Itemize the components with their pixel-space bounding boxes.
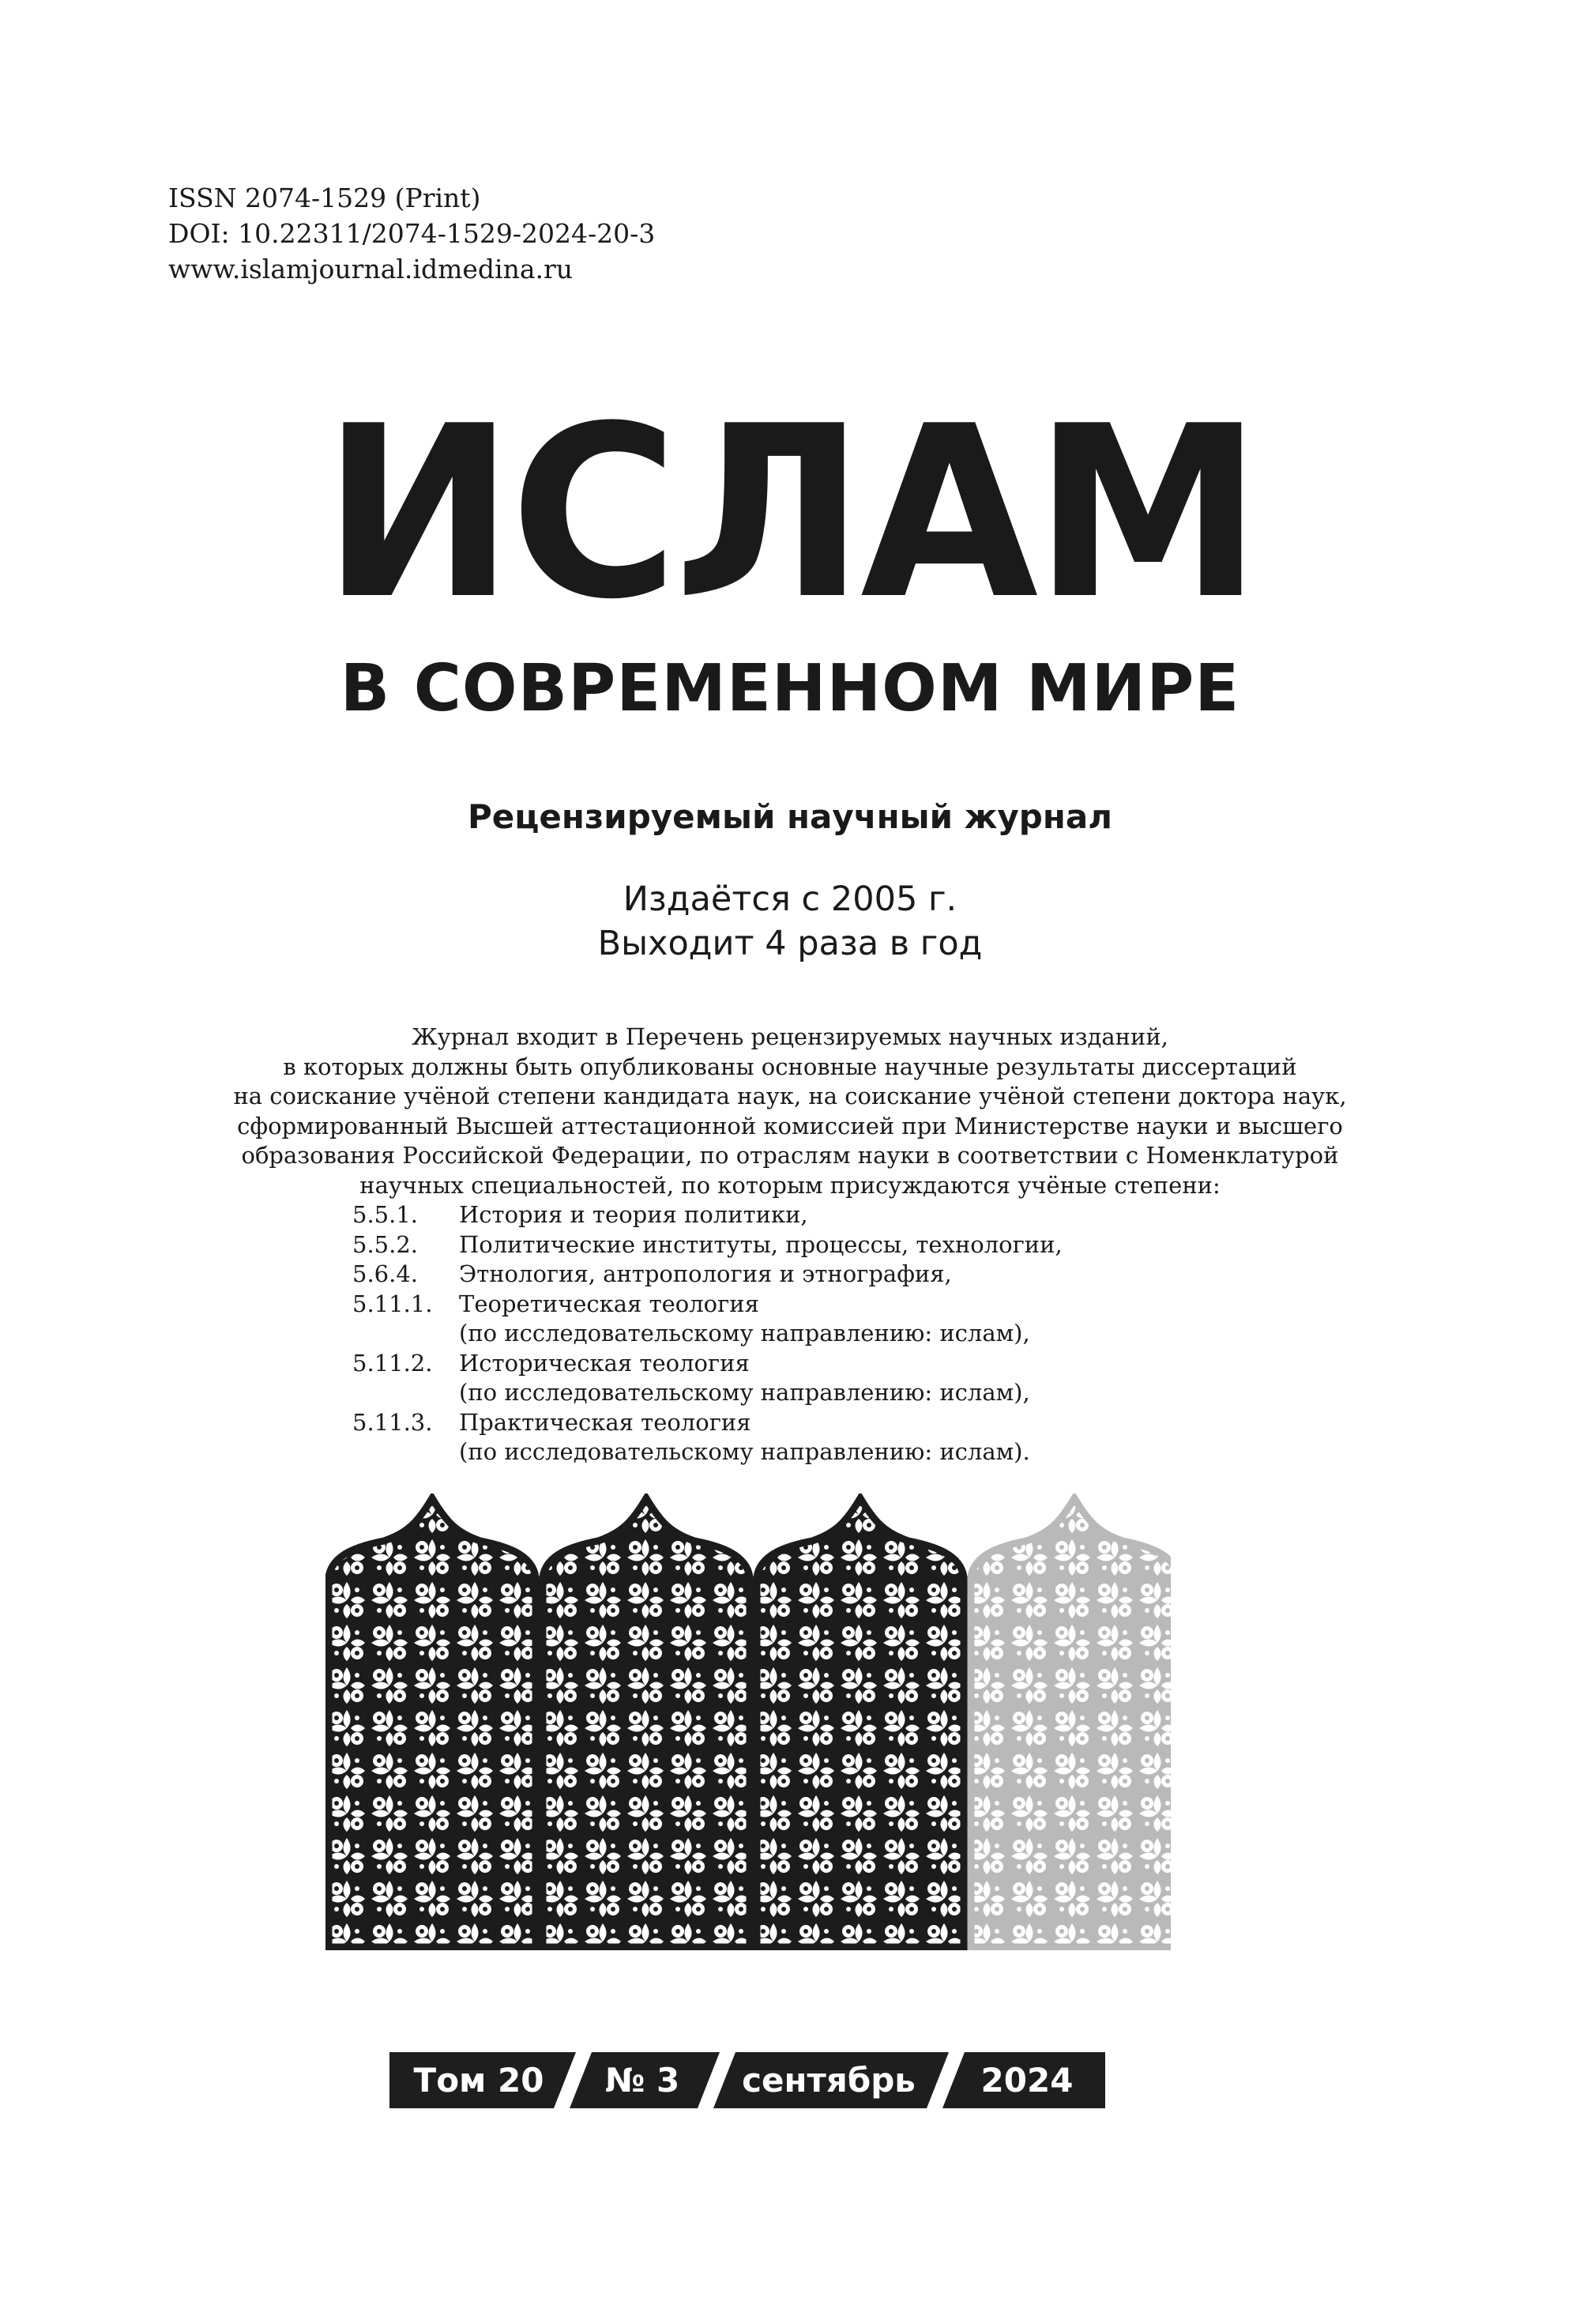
website-link[interactable]: www.islamjournal.idmedina.ru [168, 254, 574, 284]
vak-description [0, 1023, 1580, 1200]
specialty-name: (по исследовательскому направлению: ислам). [459, 1438, 1030, 1465]
specialty-code: 5.11.1. [352, 1290, 433, 1317]
description-line: в которых должны быть опубликованы основные научные результаты диссертаций [283, 1053, 1297, 1080]
journal-type: Рецензируемый научный журнал [467, 797, 1112, 836]
specialty-item [352, 1349, 1063, 1379]
issue-year: 2024 [980, 2061, 1074, 2100]
issue-volume: Том 20 [413, 2061, 544, 2100]
specialty-name: (по исследовательскому направлению: ислам), [459, 1320, 1030, 1347]
specialty-code: 5.5.1. [352, 1201, 419, 1228]
ornament-panel-light [971, 1497, 1171, 1947]
issue-month: сентябрь [742, 2061, 916, 2100]
specialty-name: История и теория политики, [459, 1201, 808, 1228]
specialty-item [352, 1437, 1063, 1467]
issue-number: № 3 [604, 2061, 680, 2100]
ornament-panel-dark [757, 1497, 964, 1947]
specialty-item [352, 1290, 1063, 1320]
publication-frequency: Выходит 4 раза в год [597, 924, 983, 963]
issue-info-bar [389, 2052, 1105, 2108]
specialty-item [352, 1408, 1063, 1438]
specialty-item [352, 1319, 1063, 1349]
journal-subtitle: В СОВРЕМЕННОМ МИРЕ [340, 651, 1240, 726]
description-line: Журнал входит в Перечень рецензируемых научных изданий, [412, 1023, 1168, 1050]
description-line: сформированный Высшей аттестационной комиссией при Министерстве науки и высшего [237, 1112, 1343, 1139]
issn-text: ISSN 2074-1529 (Print) [168, 183, 481, 213]
specialty-item [352, 1200, 1063, 1230]
specialty-code [352, 1437, 459, 1467]
specialty-code: 5.6.4. [352, 1260, 419, 1287]
specialty-item [352, 1260, 1063, 1290]
specialty-name: (по исследовательскому направлению: ислам), [459, 1379, 1030, 1406]
specialty-list [352, 1200, 1063, 1467]
specialty-name: Историческая теология [459, 1349, 750, 1377]
specialty-code: 5.5.2. [352, 1230, 419, 1258]
description-line: на соискание учёной степени кандидата наук, на соискание учёной степени доктора наук, [233, 1083, 1347, 1109]
description-line: образования Российской Федерации, по отраслям науки в соответствии с Номенклатурой [241, 1142, 1339, 1169]
specialty-item [352, 1378, 1063, 1408]
journal-title: ИСЛАМ [322, 375, 1258, 651]
specialty-name: Практическая теология [459, 1408, 751, 1436]
ornament-panels-image [325, 1493, 1171, 1950]
specialty-code [352, 1319, 459, 1349]
ornament-panel-dark [543, 1497, 750, 1947]
specialty-name: Этнология, антропология и этнография, [459, 1260, 952, 1287]
specialty-name: Политические институты, процессы, технологии, [459, 1230, 1063, 1258]
published-since: Издаётся с 2005 г. [623, 880, 957, 919]
doi-text: DOI: 10.22311/2074-1529-2024-20-3 [168, 218, 656, 249]
publication-identifiers [168, 180, 655, 287]
specialty-code: 5.11.2. [352, 1349, 433, 1377]
specialty-item [352, 1230, 1063, 1260]
specialty-code [352, 1378, 459, 1408]
ornament-panel-dark [329, 1497, 536, 1947]
specialty-code: 5.11.3. [352, 1408, 433, 1436]
specialty-name: Теоретическая теология [459, 1290, 759, 1317]
publication-info [0, 877, 1580, 966]
description-line: научных специальностей, по которым присуждаются учёные степени: [359, 1171, 1221, 1199]
